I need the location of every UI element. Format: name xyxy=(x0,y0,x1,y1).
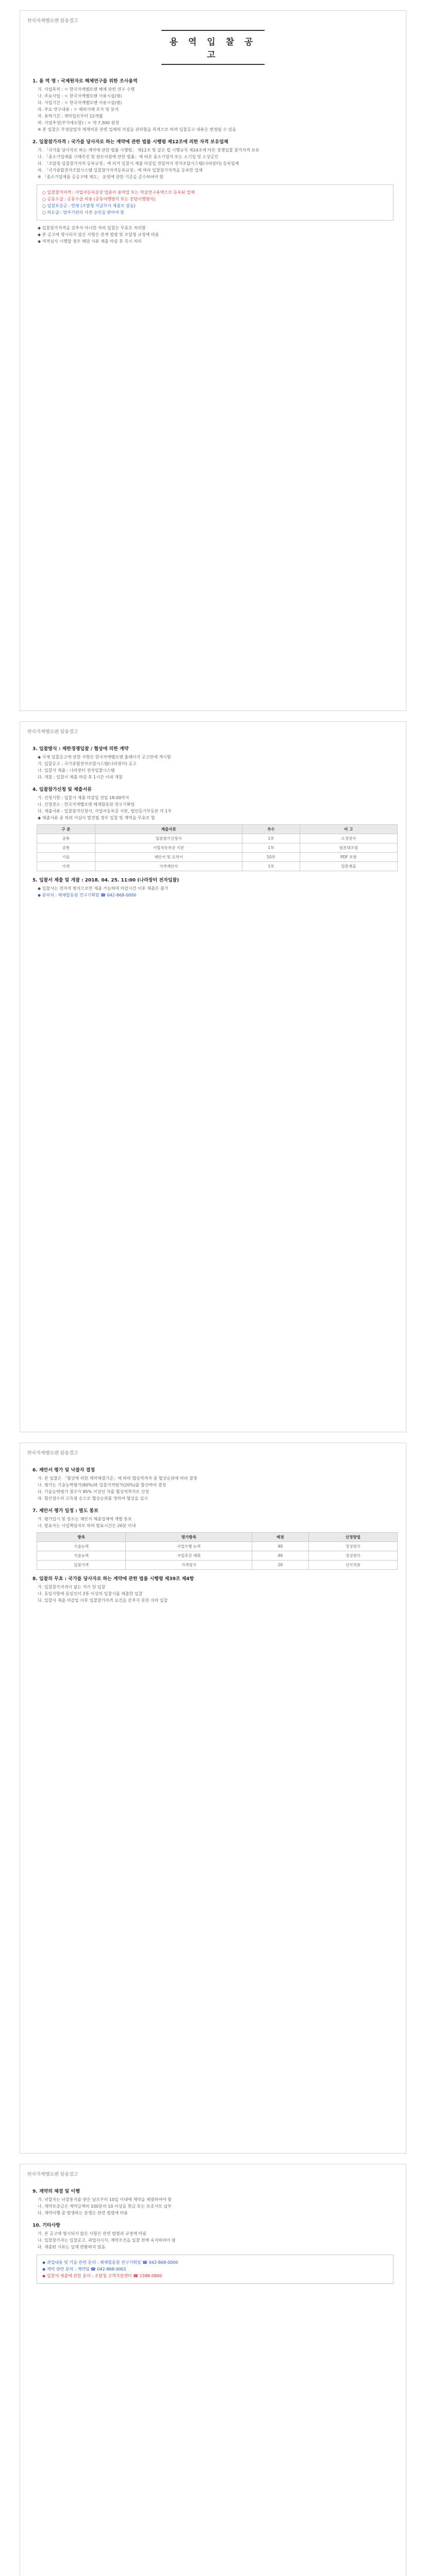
table-cell: 원본대조필 xyxy=(300,843,397,853)
text-line: ◆ 제출서류 중 허위 사실이 발견될 경우 입찰 및 계약을 무효로 함 xyxy=(38,816,155,820)
section-heading: 4. 입찰참가신청 및 제출서류 xyxy=(32,787,92,792)
section-lines xyxy=(32,225,394,245)
table-cell: 사업자등록증 사본 xyxy=(95,843,242,853)
text-line: 다. 「조달청 입찰참가자격 등록규정」에 의거 입찰서 제출 마감일 전일까지 전자조달시스템(나라장터) 등록업체 xyxy=(38,161,239,166)
text-line: 다. 입찰서 제출 마감일 이후 입찰참가자격 요건을 갖추지 못한 자의 입찰 xyxy=(38,1598,168,1603)
text-line: ○ 공동수급 : 공동수급 허용 (공동이행방식 또는 분담이행방식) xyxy=(42,197,156,201)
page-header: 한국자케벨로팬 탐용결고 xyxy=(27,1451,78,1456)
table-header-cell: 산정방법 xyxy=(308,1533,397,1542)
page-header: 한국자케벨로팬 탐용결고 xyxy=(27,730,78,735)
text-line: 나. 계약보증금은 계약금액의 100분의 10 이상을 현금 또는 보증서로 납부 xyxy=(38,2204,172,2209)
table-cell: 사업추진 계획 xyxy=(126,1551,252,1561)
text-line: 라. 주요 연구내용 : ㅇ 해외사례 조사 및 분석 xyxy=(38,107,119,112)
table-cell: 소정양식 xyxy=(300,834,397,843)
section-heading: 1. 용 역 명 : 국제원자로 해체연구를 위한 조사용역 xyxy=(32,79,138,84)
table-row xyxy=(37,1542,398,1551)
section-heading: 3. 입찰방식 : 제한경쟁입찰 / 협상에 의한 계약 xyxy=(32,747,129,752)
text-line: 가. 사업목적 : ㅇ 한국자케벨로팬 해체 관련 연구 수행 xyxy=(38,87,135,92)
text-line: 나. 입찰서 제출 : 나라장터 전자입찰시스템 xyxy=(38,768,115,773)
section-lines xyxy=(32,2188,394,2250)
table-cell: PDF 포함 xyxy=(300,853,397,862)
text-line: 나. 신청장소 : 한국자케벨로팬 해체합동원 연구기획팀 xyxy=(38,802,135,807)
page-content xyxy=(20,70,406,250)
table-cell: 가격평가 xyxy=(126,1561,252,1570)
section-lines xyxy=(32,77,394,180)
text-line: 다. 제출된 서류는 일체 반환하지 않음 xyxy=(38,2245,106,2249)
table-row xyxy=(37,862,398,871)
text-line: 나. 평가는 기술능력평가(80%)와 입찰가격평가(20%)를 합산하여 결정 xyxy=(38,1483,166,1487)
section-lines xyxy=(32,745,394,821)
table-cell: 공통 xyxy=(37,843,95,853)
text-line: 다. 제출서류 : 입찰참가신청서, 사업자등록증 사본, 법인등기부등본 각 1부 xyxy=(38,809,172,814)
contact-box xyxy=(37,2255,394,2284)
section-heading: 10. 기타사항 xyxy=(32,2223,60,2228)
submission-table xyxy=(37,824,398,871)
text-line: ○ 하도급 : 발주기관의 사전 승인을 받아야 함 xyxy=(42,210,124,215)
page-header: 한국자케벨로팬 탐용결고 xyxy=(27,2172,78,2177)
document-page-4 xyxy=(20,2164,406,2576)
evaluation-table xyxy=(37,1532,398,1570)
table-header-cell: 구 분 xyxy=(37,825,95,834)
text-line: 가. 입찰공고 : 국가종합전자조달시스템(나라장터) 공고 xyxy=(38,761,137,766)
section-heading: 7. 제안서 평가 일정 : 별도 통보 xyxy=(32,1509,99,1514)
table-cell: 가격 xyxy=(37,862,95,871)
table-cell: 공통 xyxy=(37,834,95,843)
text-line: ◆ 국제 입찰공고에 관한 사항은 한국자케벨로팬 홈페이지 공고란에 게시함 xyxy=(38,755,171,759)
table-cell: 정성평가 xyxy=(308,1551,397,1561)
page-content xyxy=(20,1459,406,1609)
table-header-row xyxy=(37,1533,398,1542)
section-lines xyxy=(32,1575,394,1604)
text-line: ◆ 문의처 : 해체합동원 연구기획팀 ☎ 042-868-0000 xyxy=(38,893,137,897)
text-line: 나. 동일사항에 동일인이 2통 이상의 입찰서를 제출한 입찰 xyxy=(38,1591,143,1596)
text-line: 라. 「국가종합전자조달시스템 입찰참가자격등록규정」에 따라 입찰참가자격을 등록한 업체 xyxy=(38,168,203,173)
text-line: 나. 주요사업 : ㅇ 한국자케벨로팬 사용시설(평) xyxy=(38,94,122,98)
table-row xyxy=(37,853,398,862)
section-heading: 5. 입찰서 제출 및 개찰 : 2018. 04. 25. 11:00 (나라장터 전자입찰) xyxy=(32,878,179,883)
text-line: 가. 신청기한 : 입찰서 제출 마감일 전일 18:00까지 xyxy=(38,795,129,800)
table-cell: 1부 xyxy=(242,834,300,843)
text-line: 다. 사업기간 : ㅇ 한국자케벨로팬 사용시설(평) xyxy=(38,100,122,105)
table-cell: 입찰참가신청서 xyxy=(95,834,242,843)
text-line: 라. 합산점수의 고득점 순으로 협상순위를 정하여 협상을 실시 xyxy=(38,1496,148,1501)
notice-box xyxy=(37,184,394,221)
notice-title: 용 역 입 찰 공 고 xyxy=(161,30,265,65)
table-cell: 기술능력 xyxy=(37,1551,126,1561)
text-line: 가. 본 공고에 명시되지 않은 사항은 관련 법령과 규정에 따름 xyxy=(38,2231,146,2236)
text-line: ※ 본 입찰은 부정당업자 제재처분 관련 업체의 자질을 관리함을 목적으로 하며 입찰공고 내용은 변경될 수 있음 xyxy=(38,127,236,132)
table-row xyxy=(37,843,398,853)
table-row xyxy=(37,1551,398,1561)
table-cell: 10부 xyxy=(242,853,300,862)
table-cell: 40 xyxy=(252,1551,309,1561)
text-line: 가. 입찰참가자격이 없는 자가 한 입찰 xyxy=(38,1585,106,1589)
text-line: 나. 입찰참가자는 입찰공고, 과업지시서, 계약조건을 입찰 전에 숙지하여야 함 xyxy=(38,2238,176,2243)
text-line: 다. 개찰 : 입찰서 제출 마감 후 1시간 이내 개찰 xyxy=(38,775,123,779)
text-line: 다. 계약이행 중 발생하는 분쟁은 관련 법령에 따름 xyxy=(38,2211,128,2215)
page-header: 한국자케벨로팬 탐용결고 xyxy=(27,19,78,24)
section-heading: 8. 입찰의 무효 : 국가를 당사자로 하는 계약에 관한 법률 시행령 제39조 제4항 xyxy=(32,1577,194,1582)
table-cell: 기술 xyxy=(37,853,95,862)
section-lines xyxy=(32,876,394,899)
table-header-row xyxy=(37,825,398,834)
document-page-1 xyxy=(20,10,406,711)
text-line: ○ 입찰보증금 : 면제 (조달청 지급각서 제출로 갈음) xyxy=(42,204,136,208)
text-line: 바. 사업추정(부가세포함) : ㅇ 약 7,500 원정 xyxy=(38,121,119,125)
text-line: 나. 「중소기업제품 구매촉진 및 판로지원에 관한 법률」에 따른 중소기업자 또는 소기업 및 소상공인 xyxy=(38,155,219,159)
table-cell: 입찰가격 xyxy=(37,1561,126,1570)
document-page-3 xyxy=(20,1443,406,2154)
text-line: ◆ 본 공고에 명시되지 않은 사항은 관계 법령 및 조달청 규정에 따름 xyxy=(38,232,159,237)
table-header-cell: 항목 xyxy=(37,1533,126,1542)
table-cell: 제안서 및 요약서 xyxy=(95,853,242,862)
text-line: 가. 낙찰자는 낙찰통지를 받은 날로부터 10일 이내에 계약을 체결하여야 함 xyxy=(38,2197,172,2202)
text-line: ◆ 적격심사 시행할 경우 해당 서류 제출 마감 후 즉시 처리 xyxy=(38,239,142,244)
table-cell: 사업수행 능력 xyxy=(126,1542,252,1551)
text-line: 가. 「국가를 당사자로 하는 계약에 관한 법률 시행령」 제12조 및 같은 법 시행규칙 제14조에 따른 경쟁입찰 참가자격 보유 xyxy=(38,148,259,152)
table-cell: 1부 xyxy=(242,843,300,853)
section-heading: 9. 계약의 체결 및 이행 xyxy=(32,2189,80,2194)
section-heading: 6. 제안서 평가 및 낙찰자 결정 xyxy=(32,1468,95,1473)
section-lines xyxy=(32,1466,394,1529)
document-page-2 xyxy=(20,721,406,1432)
section-heading: 2. 입찰참가자격 : 국가를 당사자로 하는 계약에 관한 법률 시행령 제12조에 의한 자격 보유업체 xyxy=(32,140,228,145)
text-line: ◆ 입찰서는 전자적 방식으로만 제출 가능하며 마감시간 이후 제출은 불가 xyxy=(38,886,169,891)
table-header-cell: 배점 xyxy=(252,1533,309,1542)
page-content xyxy=(20,2180,406,2293)
table-cell: 1부 xyxy=(242,862,300,871)
text-line: 마. 용역기간 : 계약일로부터 12개월 xyxy=(38,114,103,118)
table-cell: 정성평가 xyxy=(308,1542,397,1551)
text-line: 가. 평가일시 및 장소는 제안서 제출업체에 개별 통보 xyxy=(38,1517,132,1521)
text-line: ◆ 계약 관련 문의 : 계약팀 ☎ 042-868-0001 xyxy=(42,2267,126,2272)
text-line: ◆ 입찰참가자격을 갖추지 아니한 자의 입찰은 무효로 처리함 xyxy=(38,226,146,230)
table-header-cell: 부수 xyxy=(242,825,300,834)
text-line: 다. 기술능력평가 점수가 85% 이상인 자를 협상적격자로 선정 xyxy=(38,1489,149,1494)
table-cell: 기술능력 xyxy=(37,1542,126,1551)
table-cell: 밀봉제출 xyxy=(300,862,397,871)
text-line: ◆ 입찰서 제출에 관한 문의 : 조달청 고객지원센터 ☎ 1588-0800 xyxy=(42,2274,162,2278)
table-header-cell: 비 고 xyxy=(300,825,397,834)
table-cell: 가격제안서 xyxy=(95,862,242,871)
text-line: ◆ 과업내용 및 기술 관련 문의 : 해체합동원 연구기획팀 ☎ 042-868-0000 xyxy=(42,2260,178,2265)
table-cell: 20 xyxy=(252,1561,309,1570)
text-line: 나. 발표자는 사업책임자로 하며 발표시간은 20분 이내 xyxy=(38,1523,136,1528)
table-header-cell: 제출서류 xyxy=(95,825,242,834)
page-content xyxy=(20,738,406,904)
text-line: ○ 입찰참가자격 : 사업자등록증상 업종이 용역업 또는 학술연구용역으로 등록된 업체 xyxy=(42,190,195,195)
text-line: ※ 「중소기업제품 공공구매 제도」 운영에 관한 기준을 준수하여야 함 xyxy=(38,175,163,179)
table-cell: 산식적용 xyxy=(308,1561,397,1570)
table-row xyxy=(37,834,398,843)
table-header-cell: 평가항목 xyxy=(126,1533,252,1542)
text-line: 가. 본 입찰은 「협상에 의한 계약체결기준」에 따라 협상적격자 중 협상순위에 따라 결정 xyxy=(38,1476,198,1481)
table-row xyxy=(37,1561,398,1570)
table-cell: 40 xyxy=(252,1542,309,1551)
